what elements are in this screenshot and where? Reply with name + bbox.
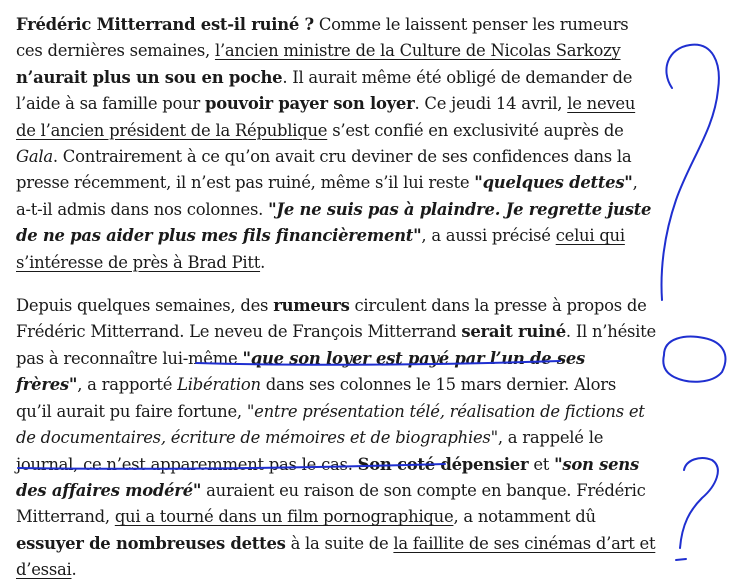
quote-pas-a-plaindre: "Je ne suis pas à plaindre. Je regrette juste de ne pas aider plus mes fils financièrement" xyxy=(16,199,652,246)
quote-quelques-dettes: "quelques dettes" xyxy=(474,173,633,193)
bold-text: essuyer de nombreuses dettes xyxy=(16,533,286,553)
bold-text: pouvoir payer son loyer xyxy=(204,94,415,114)
link-ancien-ministre[interactable]: l’ancien ministre de la Culture de Nicolas Sarkozy xyxy=(214,41,621,61)
text: , a-t-il admis dans nos colonnes. xyxy=(16,173,638,219)
link-film[interactable]: qui a tourné dans un film pornographique xyxy=(114,507,454,527)
quote-presentation-tele: "entre présentation télé, réalisation de fictions et de documentaires, écriture de mémoires et de biographies" xyxy=(16,401,645,448)
italic-liberation: Libération xyxy=(177,375,261,395)
text: et xyxy=(528,454,555,474)
text: . Contrairement à ce qu’on avait cru deviner de ses confidences dans la presse récemment, il n’est pas ruiné, même s’il lui reste xyxy=(16,147,632,193)
text: , a aussi précisé xyxy=(421,226,556,246)
ink-question-mark-small xyxy=(680,458,718,548)
text: . Ce jeudi 14 avril, xyxy=(414,94,568,114)
text: Comme le laissent penser les rumeurs ces dernières semaines, xyxy=(16,15,629,61)
text: circulent dans la presse à propos de Frédéric Mitterrand. Le neveu de François Mitterrand xyxy=(16,296,647,342)
ink-question-mark-large xyxy=(662,45,719,300)
lead-question: Frédéric Mitterrand est-il ruiné ? xyxy=(16,15,314,34)
text: , a rappelé le journal, ce n’est apparemment pas le cas. xyxy=(16,428,604,474)
paragraph-1 xyxy=(16,12,656,276)
ink-circle xyxy=(663,337,725,382)
text: . Il n’hésite pas à reconnaître lui-même xyxy=(16,322,656,368)
quote-sens-affaires: "son sens des affaires modéré" xyxy=(16,454,639,500)
article-body xyxy=(16,12,656,584)
text: dans ses colonnes le 15 mars dernier. Alors qu’il aurait pu faire fortune, xyxy=(16,375,616,421)
bold-text: Son coté dépensier xyxy=(357,454,529,474)
bold-text: serait ruiné xyxy=(461,322,566,342)
link-neveu-president[interactable]: le neveu de l’ancien président de la République xyxy=(16,94,636,140)
italic-gala: Gala xyxy=(16,147,53,167)
text: . xyxy=(260,252,266,272)
bold-text: n’aurait plus un sou en poche xyxy=(16,67,283,87)
text: Depuis quelques semaines, des xyxy=(16,296,274,316)
text: s’est confié en exclusivité auprès de xyxy=(327,120,624,140)
text: , a rapporté xyxy=(77,375,178,395)
bold-text: rumeurs xyxy=(273,296,350,316)
paragraph-2 xyxy=(16,293,656,583)
text: , a notamment dû xyxy=(453,507,596,527)
text: auraient eu raison de son compte en banque. Frédéric Mitterrand, xyxy=(16,480,646,527)
ink-dot xyxy=(676,559,686,560)
text: à la suite de xyxy=(285,533,394,553)
quote-loyer-paye: "que son loyer est payé par l’un de ses frères" xyxy=(16,348,586,395)
text: . xyxy=(71,560,77,580)
link-faillite-cinemas[interactable]: la faillite de ses cinémas d’art et d’essai xyxy=(16,533,656,580)
link-brad-pitt[interactable]: celui qui s’intéresse de près à Brad Pitt xyxy=(16,226,625,272)
text: . Il aurait même été obligé de demander de l’aide à sa famille pour xyxy=(16,67,633,114)
